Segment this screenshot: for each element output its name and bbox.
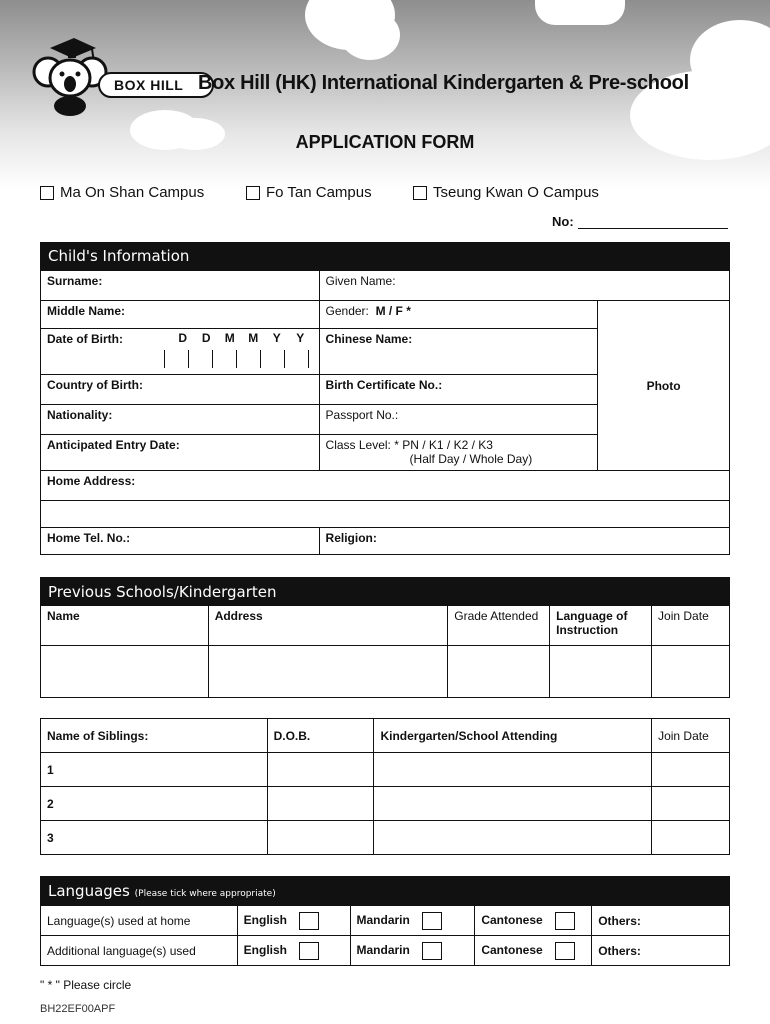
country-of-birth-field[interactable]: Country of Birth: — [41, 375, 320, 405]
entry-date-field[interactable]: Anticipated Entry Date: — [41, 435, 320, 471]
campus-option-ma-on-shan[interactable]: Ma On Shan Campus — [40, 184, 204, 201]
middle-name-field[interactable]: Middle Name: — [41, 301, 320, 329]
input-cell[interactable] — [267, 787, 374, 821]
given-name-field[interactable]: Given Name: — [319, 271, 729, 301]
school-name: Box Hill (HK) International Kindergarten & Pre-school — [198, 72, 689, 94]
language-row-additional: Additional language(s) used English Mandarin Cantonese Others: — [41, 936, 730, 966]
date-of-birth-field[interactable]: Date of Birth: D D M M Y Y — [41, 329, 320, 375]
input-cell[interactable] — [267, 753, 374, 787]
checkbox-icon[interactable] — [555, 912, 575, 930]
previous-schools-table — [40, 605, 730, 698]
footnote: " * " Please circle — [40, 978, 132, 992]
checkbox-icon[interactable] — [555, 942, 575, 960]
form-title: APPLICATION FORM — [295, 132, 475, 152]
option-others[interactable]: Others: — [592, 906, 730, 936]
home-address-line-2[interactable] — [41, 501, 730, 528]
column-header-join-date: Join Date — [652, 719, 730, 753]
gender-field[interactable]: Gender: M / F * — [319, 301, 598, 329]
input-cell[interactable] — [41, 646, 209, 698]
column-header-grade: Grade Attended — [448, 606, 550, 646]
siblings-table — [40, 718, 730, 855]
table-row — [41, 646, 730, 698]
nationality-field[interactable]: Nationality: — [41, 405, 320, 435]
chinese-name-field[interactable]: Chinese Name: — [319, 329, 598, 375]
input-cell[interactable] — [208, 646, 448, 698]
checkbox-icon[interactable] — [422, 942, 442, 960]
logo-text: BOX HILL — [98, 72, 214, 98]
checkbox-icon[interactable] — [246, 186, 260, 200]
input-cell[interactable] — [652, 787, 730, 821]
dob-format-letters: D D M M Y Y — [178, 331, 305, 345]
checkbox-icon[interactable] — [40, 186, 54, 200]
input-cell[interactable] — [267, 821, 374, 855]
form-code: BH22EF00APF — [40, 1003, 116, 1015]
input-cell[interactable] — [374, 821, 652, 855]
school-logo — [30, 36, 190, 116]
input-cell[interactable] — [652, 753, 730, 787]
home-tel-field[interactable]: Home Tel. No.: — [41, 528, 320, 555]
section-heading-child-info: Child's Information — [40, 242, 730, 270]
checkbox-icon[interactable] — [422, 912, 442, 930]
birth-certificate-field[interactable]: Birth Certificate No.: — [319, 375, 598, 405]
option-others[interactable]: Others: — [592, 936, 730, 966]
section-heading-previous-schools: Previous Schools/Kindergarten — [40, 577, 730, 605]
cloud-decoration — [535, 0, 625, 25]
input-cell[interactable] — [374, 753, 652, 787]
passport-field[interactable]: Passport No.: — [319, 405, 598, 435]
language-row-home: Language(s) used at home English Mandarin Cantonese Others: — [41, 906, 730, 936]
languages-table — [40, 905, 730, 966]
photo-box[interactable]: Photo — [598, 301, 730, 471]
column-header-name: Name — [41, 606, 209, 646]
input-cell[interactable] — [374, 787, 652, 821]
application-number-field[interactable]: No: — [552, 214, 728, 229]
column-header-dob: D.O.B. — [267, 719, 374, 753]
input-cell[interactable] — [652, 821, 730, 855]
cloud-decoration — [340, 10, 400, 60]
checkbox-icon[interactable] — [299, 942, 319, 960]
child-info-table — [40, 270, 730, 555]
row-number: 2 — [41, 787, 268, 821]
column-header-address: Address — [208, 606, 448, 646]
option-mandarin[interactable]: Mandarin — [350, 936, 475, 966]
religion-field[interactable]: Religion: — [319, 528, 729, 555]
column-header-school: Kindergarten/School Attending — [374, 719, 652, 753]
section-heading-languages: Languages (Please tick where appropriate) — [40, 876, 730, 905]
surname-field[interactable]: Surname: — [41, 271, 320, 301]
input-cell[interactable] — [550, 646, 652, 698]
checkbox-icon[interactable] — [299, 912, 319, 930]
input-cell[interactable] — [652, 646, 730, 698]
campus-option-fo-tan[interactable]: Fo Tan Campus — [246, 184, 372, 201]
dob-input-dividers — [164, 350, 309, 368]
option-cantonese[interactable]: Cantonese — [475, 906, 592, 936]
table-row — [41, 787, 730, 821]
table-row — [41, 821, 730, 855]
class-level-field[interactable]: Class Level: * PN / K1 / K2 / K3 (Half Day / Whole Day) — [319, 435, 598, 471]
option-cantonese[interactable]: Cantonese — [475, 936, 592, 966]
campus-option-tseung-kwan-o[interactable]: Tseung Kwan O Campus — [413, 184, 599, 201]
option-english[interactable]: English — [237, 906, 350, 936]
column-header-sibling-name: Name of Siblings: — [41, 719, 268, 753]
checkbox-icon[interactable] — [413, 186, 427, 200]
option-mandarin[interactable]: Mandarin — [350, 906, 475, 936]
home-address-field[interactable]: Home Address: — [41, 471, 730, 501]
row-number: 1 — [41, 753, 268, 787]
option-english[interactable]: English — [237, 936, 350, 966]
koala-mascot-icon — [30, 36, 110, 116]
row-number: 3 — [41, 821, 268, 855]
column-header-join-date: Join Date — [652, 606, 730, 646]
table-row — [41, 753, 730, 787]
input-cell[interactable] — [448, 646, 550, 698]
column-header-language: Language of Instruction — [550, 606, 652, 646]
